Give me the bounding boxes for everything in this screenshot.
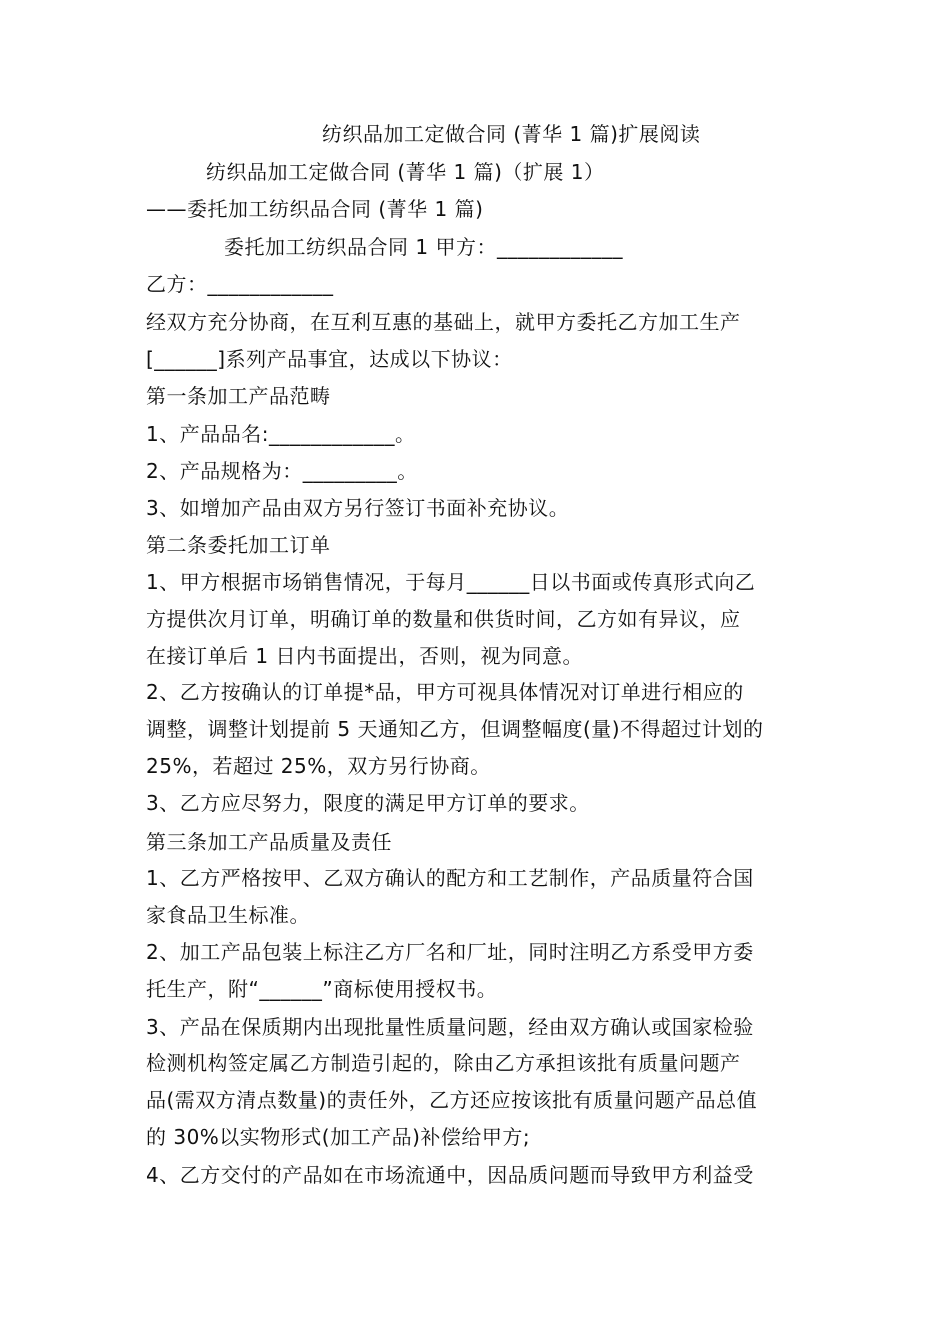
body-line: 4、乙方交付的产品如在市场流通中，因品质问题而导致甲方利益受: [146, 1163, 754, 1187]
body-line: 调整，调整计划提前 5 天通知乙方，但调整幅度(量)不得超过计划的: [146, 717, 764, 741]
body-line: 1、产品品名:____________。: [146, 422, 416, 446]
body-line: 经双方充分协商，在互利互惠的基础上，就甲方委托乙方加工生产: [146, 310, 741, 334]
section-heading: ——委托加工纺织品合同 (菁华 1 篇): [146, 197, 484, 221]
body-line: 2、加工产品包装上标注乙方厂名和厂址，同时注明乙方系受甲方委: [146, 940, 754, 964]
body-line: 1、甲方根据市场销售情况，于每月______日以书面或传真形式向乙: [146, 570, 756, 594]
body-line: 2、乙方按确认的订单提*品，甲方可视具体情况对订单进行相应的: [146, 680, 744, 704]
contract-heading: 委托加工纺织品合同 1 甲方：____________: [224, 235, 623, 259]
body-line: [______]系列产品事宜，达成以下协议：: [146, 347, 513, 371]
body-line: 的 30%以实物形式(加工产品)补偿给甲方;: [146, 1125, 531, 1149]
document-subtitle: 纺织品加工定做合同 (菁华 1 篇)（扩展 1）: [206, 160, 605, 184]
article-heading: 第二条委托加工订单: [146, 533, 331, 557]
body-line: 3、如增加产品由双方另行签订书面补充协议。: [146, 496, 570, 520]
body-line: 2、产品规格为：_________。: [146, 459, 418, 483]
body-line: 托生产，附“______”商标使用授权书。: [146, 977, 498, 1001]
body-line: 1、乙方严格按甲、乙双方确认的配方和工艺制作，产品质量符合国: [146, 866, 754, 890]
article-heading: 第一条加工产品范畴: [146, 384, 331, 408]
body-line: 家食品卫生标准。: [146, 903, 310, 927]
document-title: 纺织品加工定做合同 (菁华 1 篇)扩展阅读: [322, 122, 701, 146]
body-line: 3、乙方应尽努力，限度的满足甲方订单的要求。: [146, 791, 590, 815]
body-line: 品(需双方清点数量)的责任外，乙方还应按该批有质量问题产品总值: [146, 1088, 758, 1112]
article-heading: 第三条加工产品质量及责任: [146, 830, 392, 854]
body-line: 在接订单后 1 日内书面提出，否则，视为同意。: [146, 644, 583, 668]
body-line: 检测机构签定属乙方制造引起的，除由乙方承担该批有质量问题产: [146, 1051, 741, 1075]
body-line: 方提供次月订单，明确订单的数量和供货时间，乙方如有异议，应: [146, 607, 741, 631]
body-line: 25%，若超过 25%，双方另行协商。: [146, 754, 491, 778]
party-b-line: 乙方：____________: [146, 272, 334, 296]
body-line: 3、产品在保质期内出现批量性质量问题，经由双方确认或国家检验: [146, 1015, 754, 1039]
